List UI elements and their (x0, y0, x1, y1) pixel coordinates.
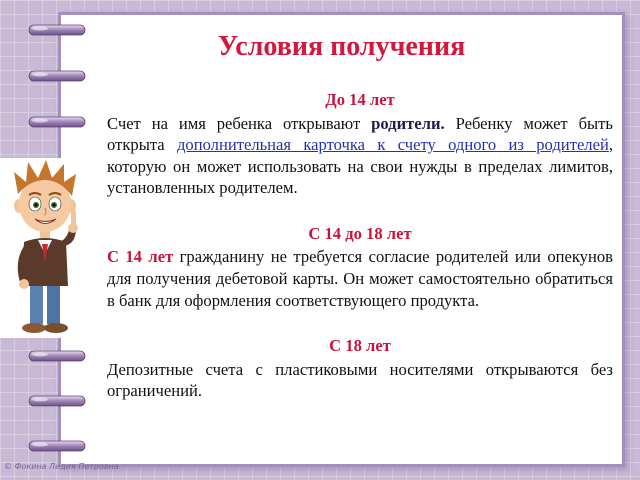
section-text-18-plus: Депозитные счета с пластиковыми носителями открываются без ограничений. (107, 359, 613, 401)
text-part: Счет на имя ребенка открывают (107, 113, 372, 133)
binder-ring-icon (28, 68, 86, 84)
spacer (107, 311, 613, 335)
spacer (107, 199, 613, 223)
section-heading-14-to-18: С 14 до 18 лет (308, 223, 412, 243)
parents-bold-text: родители. (371, 113, 445, 133)
slide-title: Условия получения (217, 31, 466, 62)
section-text-under-14 (107, 113, 613, 199)
section-heading-under-14: До 14 лет (325, 90, 395, 109)
binder-ring-icon (28, 22, 86, 38)
binder-ring-icon (28, 348, 86, 364)
text-part: гражданину не требуется согласие родителей или опекунов для получения дебетовой карты. Он может самостоятельно обратиться в банк для оформления соответствующего продукта. (107, 247, 613, 310)
text-part: , которую он может использовать на свои нужды в пределах лимитов, установленных родителем. (107, 135, 613, 198)
binder-ring-icon (28, 114, 86, 130)
from-14-highlight: С 14 лет (107, 247, 174, 267)
section-heading-18-plus: С 18 лет (329, 336, 391, 356)
cartoon-boy-icon (0, 158, 92, 338)
text-part: Ребенку может быть открыта (107, 113, 613, 155)
binder-ring-icon (28, 393, 86, 409)
section-text-14-to-18 (107, 246, 613, 311)
copyright-text: © Фокина Лидия Петровна (4, 462, 119, 471)
content-area (107, 89, 613, 402)
slide-card (58, 12, 625, 467)
additional-card-link[interactable]: дополнительная карточка к счету одного из родителей (176, 135, 609, 155)
binder-ring-icon (28, 438, 86, 454)
